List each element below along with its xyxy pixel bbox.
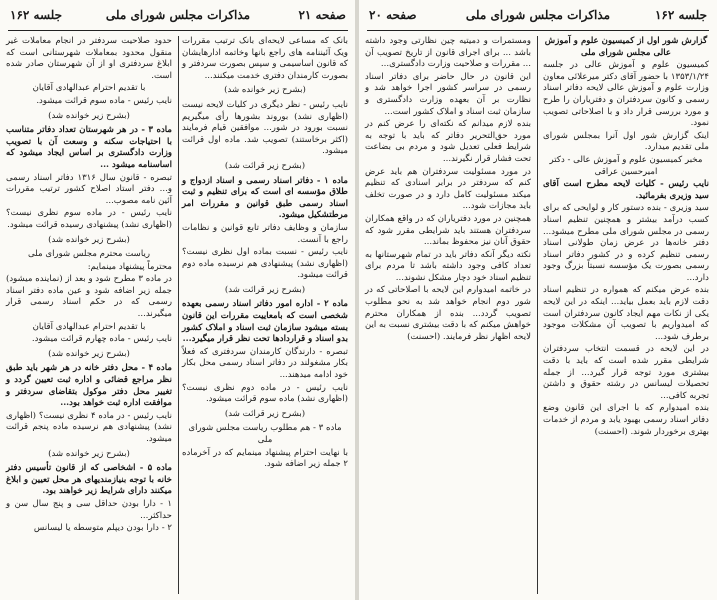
header-divider: [367, 30, 709, 31]
paragraph: گزارش شور اول از کمیسیون علوم و آموزش عالی مجلس شورای ملی: [544, 36, 708, 58]
paragraph: نایب رئیس - کلیات لایحه مطرح است آقای سید وزیری بفرمائید.: [543, 179, 709, 201]
paragraph: ۲ - دارا بودن دیپلم متوسطه یا لیسانس: [33, 523, 172, 534]
paragraph: نایب رئیس - نسبت بماده اول نظری نیست؟ (اظهاری نشد) پیشنهادی هم نرسیده ماده دوم قرائت میشود.: [182, 247, 348, 281]
paragraph: تبصره - قانون سال ۱۳۱۶ دفاتر اسناد رسمی و... دفتر استاد اصلاح کشور ترتیب مقررات آئین نامه مصوب...: [6, 172, 172, 206]
column-divider: [178, 36, 179, 594]
paragraph: نایب رئیس - در ماده ۴ نظری نیست؟ (اظهاری نشد) پیشنهادی هم نرسیده ماده پنجم قرائت میشود.: [6, 410, 172, 444]
left-page-session: جلسه ۱۶۲: [10, 8, 63, 22]
paragraph: (بشرح زیر قرائت شد): [224, 284, 306, 295]
paragraph: سازمان و وظایف دفاتر تابع قوانین و نظامات راجع با آنست.: [182, 222, 348, 245]
paragraph: ماده ۳ - در هر شهرستان تعداد دفاتر متناسب با احتیاجات سکنه و وسعت آن با تصویب وزارت دادگستری بر اساس ایجاد میشود که اساسنامه میشود ...: [6, 125, 173, 170]
right-page-number: صفحه ۲۰: [369, 8, 417, 22]
paragraph: ماده ۲ - اداره امور دفاتر اسناد رسمی بعهده شخصی است که بامعاییت مقررات این قانون بسته میشود سازمان ثبت اسناد و املاک کشور بدو اسناد و قراردادها تحت نظر قرار میگیرد...: [182, 299, 349, 345]
paragraph: بنده عرض میکنم که همواره در تنظیم اسناد دقت لازم باید بعمل بیاید... اینکه در این لایحه یکی از نکات مهم ایجاد کانون سردفتران است که امیدواریم با تصویب آن مشکلات موجود برطرف شود...: [543, 285, 709, 342]
paragraph: بنده امیدوارم که با اجرای این قانون وضع دفاتر اسناد رسمی بهبود یابد و مردم از خدمات بهتری برخوردار شوند. (احسنت): [543, 403, 709, 437]
right-page-header: [367, 6, 709, 28]
paragraph: نایب رئیس - نظر دیگری در کلیات لایحه نیست (اظهاری نشد) بوروند بشورها رأی میگیریم نسبت بورود در شور... موافقین قیام فرمایند (اکثر برخاستند) تصویب شد. ماده اول قرائت میشود.: [182, 99, 348, 157]
right-page: [359, 0, 717, 600]
left-page: [0, 0, 356, 600]
paragraph: (بشرح زیر خوانده شد): [224, 85, 306, 96]
paragraph: نایب رئیس - ماده چهارم قرائت میشود.: [31, 334, 172, 345]
paragraph: بنده لازم میدانم که نکته‌ای را عرض کنم در مورد حق‌التحریر دفاتر که باید با توجه به شرایط فعلی تعدیل شود و مردم بی بضاعت تحت فشار قرار نگیرند...: [365, 119, 531, 164]
paragraph: (بشرح زیر خوانده شد): [48, 110, 130, 121]
right-page-left-column: [365, 36, 531, 596]
paragraph: محترماً پیشنهاد مینمایم:: [87, 261, 172, 272]
paragraph: با تقدیم احترام عبدالهادی آقایان: [32, 83, 146, 94]
left-page-right-column: [182, 36, 348, 596]
paragraph: در ماده ۳ مطرح شود و بعد از (نماینده میشود) جمله زیر اضافه شود و عین ماده دفتر اسناد رسمی که در حکم اسناد رسمی قرار میگیرند...: [6, 274, 172, 320]
left-page-left-column: [6, 36, 172, 596]
paragraph: (بشرح زیر خوانده شد): [48, 348, 130, 359]
right-page-session: جلسه ۱۶۲: [654, 8, 707, 22]
right-page-right-column: [543, 36, 709, 596]
right-page-title: مذاکرات مجلس شورای ملی: [465, 8, 611, 22]
paragraph: ماده ۵ - اشخاصی که از قانون تأسیس دفتر خانه با توجه بنیازمندیهای هر محل تعیین و ابلاغ میکنند دارای شرایط زیر خواهند بود.: [6, 463, 173, 497]
paragraph: اینک گزارش شور اول آنرا بمجلس شورای ملی تقدیم میدارد.: [543, 130, 709, 153]
paragraph: نایب رئیس - ماده سوم قرائت میشود.: [36, 95, 172, 106]
left-page-title: مذاکرات مجلس شورای ملی: [105, 8, 251, 22]
paragraph: ومستمرات و دمیتیه چین نظارتی وجود داشته باشد ... برای اجرای قانون از تاریخ تصویب آن ... مقررات و صلاحیت وزارت دادگستری...: [365, 36, 531, 70]
paragraph: (بشرح زیر قرائت شد): [224, 408, 306, 419]
paragraph: این قانون در حال حاضر برای دفاتر اسناد رسمی در سراسر کشور اجرا خواهد شد و نظارت بر آن بعهده وزارت دادگستری و سازمان ثبت اسناد و املاک کشور است...: [365, 71, 531, 117]
column-divider: [537, 36, 538, 594]
paragraph: در این لایحه در قسمت انتخاب سردفتران شرایطی مقرر شده است که باید با دقت بیشتری مورد توجه قرار گیرد... از جمله تحصیلات لیسانس در رشته حقوق و داشتن تجربه کافی...: [543, 344, 709, 401]
paragraph: (بشرح زیر خوانده شد): [48, 234, 130, 245]
paragraph: مخبر کمیسیون علوم و آموزش عالی - دکتر امیرحسین عراقی: [549, 154, 703, 177]
paragraph: نکته دیگر آنکه دفاتر باید در تمام شهرستانها به تعداد کافی وجود داشته باشد تا مردم برای تنظیم اسناد خود دچار مشکل نشوند...: [365, 249, 531, 283]
paragraph: ماده ۳ - هم مطلوب ریاست مجلس شورای ملی: [188, 423, 342, 445]
paragraph: ماده ۴ - محل دفتر خانه در هر شهر باید طبق نظر مراجع قضائی و اداره ثبت تعیین گردد و تغییر محل دفتر موکول بتقاضای سردفتر و موافقت اداره ثبت خواهد بود...: [6, 363, 172, 409]
paragraph: ۱ - دارا بودن حداقل سی و پنج سال سن و حداکثر...: [6, 498, 172, 521]
header-divider: [8, 30, 348, 31]
left-page-number: صفحه ۲۱: [298, 8, 346, 22]
paragraph: (بشرح زیر قرائت شد): [224, 160, 306, 171]
left-page-header: [8, 6, 348, 28]
paragraph: در مورد مسئولیت سردفتران هم باید عرض کنم که سردفتر در برابر اسنادی که تنظیم میکند مسئولیت کامل دارد و در صورت تخلف باید مجازات شود...: [365, 166, 531, 212]
paragraph: با نهایت احترام پیشنهاد مینمایم که در آخرماده ۲ جمله زیر اضافه شود.: [182, 447, 348, 470]
paragraph: حدود صلاحیت سردفتر در انجام معاملات غیر منقول محدود بمعاملات شهرستانی است که ابلاغ سردفتری او از آن شهرستان صادر شده است.: [6, 36, 172, 81]
paragraph: ماده ۱ - دفاتر اسناد رسمی و اسناد ازدواج و طلاق مؤسسه ای است که برای تنظیم و ثبت اسناد رسمی طبق قوانین و مقررات امر مرطتشکیل میشود.: [182, 175, 348, 221]
paragraph: نایب رئیس - در ماده دوم نظری نیست؟ (اظهاری نشد) ماده سوم قرائت میشود.: [182, 382, 348, 405]
paragraph: در خاتمه امیدوارم این لایحه با اصلاحاتی که در شور دوم انجام خواهد شد به نحو مطلوب تصویب گردد... بنده از همکاران محترم خواهش میکنم که با دقت بیشتری نسبت به این لایحه اظهار نظر فرمایند. (احسنت): [365, 285, 531, 342]
paragraph: نایب رئیس - در ماده سوم نظری نیست؟ (اظهاری نشد) پیشنهادی رسیده قرائت میشود.: [6, 208, 172, 230]
paragraph: بانک که مساعی لایحه‌ای بانک ترتیب مقررات ویک آئیننامه های راجع بانها وخاتمه ادارهایشان که قانون اساسیمی و سپس بصورت سردفتر و بصورت کارمندان دفتری خدمت میکنند...: [182, 36, 348, 81]
paragraph: همچنین در مورد دفتریاران که در واقع همکاران سردفتران هستند باید شرایطی مقرر شود که حقوق آنان نیز محفوظ بماند...: [365, 213, 531, 248]
paragraph: تبصره - دارندگان کارمندان سردفتری که فعلاً بکار مشغولند در دفاتر اسناد رسمی محل بکار خود ادامه میدهند...: [182, 346, 348, 381]
paragraph: ریاست محترم مجلس شورای ملی: [28, 249, 150, 260]
paragraph: کمیسیون علوم و آموزش عالی در جلسه ۱۳۵۳/۱/۲۴ با حضور آقای دکتر میرعلائی معاون وزارت علوم و آموزش عالی لایحه دفاتر اسناد رسمی و کانون سردفتران و دفتریاران را طرح و مورد بررسی قرار داد و با اصلاحاتی تصویب نمود.: [543, 60, 709, 129]
paragraph: سید وزیری - بنده دستور کار و لوایحی که برای کسب درآمد بیشتر و همچنین تنظیم اسناد رسمی در مجلس شورای ملی مطرح میشود... دفتر خانه‌ها در عرض زمان طولانی اسناد رسمی تنظیم کرده و در کشور دفاتر اسناد رسمی بصورت یک مؤسسه نسبتاً بزرگ وجود دارد...: [543, 203, 709, 283]
paragraph: (بشرح زیر خوانده شد): [48, 448, 130, 459]
paragraph: با تقدیم احترام عبدالهادی آقایان: [32, 321, 146, 332]
